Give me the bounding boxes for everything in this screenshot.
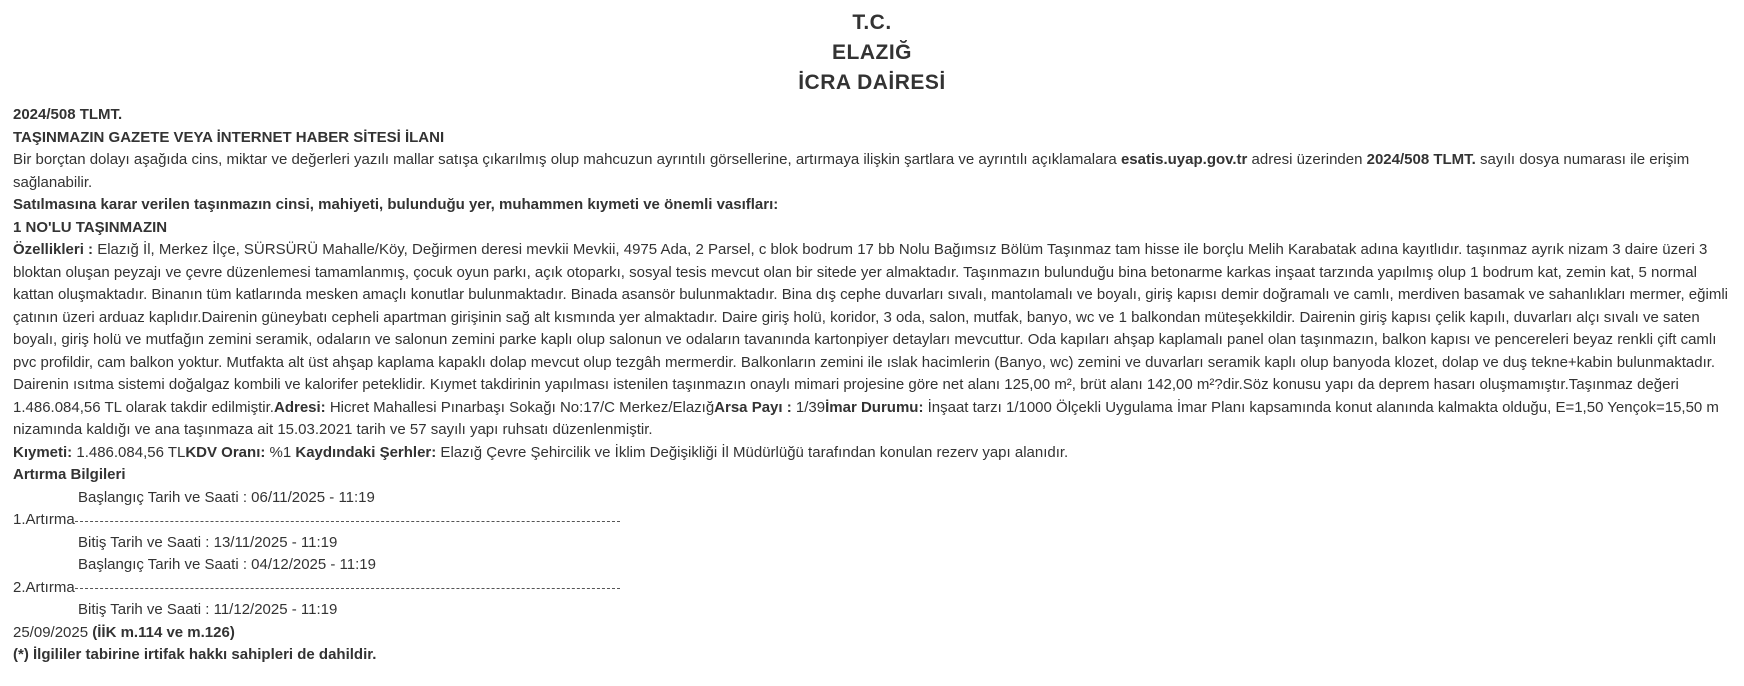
auction-1-row — [13, 509, 1733, 532]
header-country: T.C. — [852, 11, 892, 34]
property-title: 1 NO'LU TAŞINMAZIN — [13, 218, 168, 236]
auction-2-label: 2.Artırma — [13, 578, 75, 596]
notice-date: 25/09/2025 — [13, 623, 93, 641]
header-office: İCRA DAİRESİ — [798, 71, 946, 94]
share-text: 1/39 — [791, 398, 826, 416]
intro-paragraph — [13, 149, 1733, 194]
share-label: Arsa Payı : — [714, 398, 792, 416]
intro-text-3: sayılı dosya numarası ile erişim sağlanabilir. — [13, 151, 1690, 191]
notice-title: TAŞINMAZIN GAZETE VEYA İNTERNET HABER SİTESİ İLANI — [13, 128, 445, 146]
zoning-label: İmar Durumu: — [825, 398, 924, 416]
value-line — [13, 442, 1733, 465]
auction-1-separator — [75, 521, 620, 522]
auction-1-start: Başlangıç Tarih ve Saati : 06/11/2025 - 11:19 — [78, 488, 375, 506]
auction-heading: Artırma Bilgileri — [13, 466, 126, 483]
intro-file-number: 2024/508 TLMT. — [1366, 151, 1476, 168]
file-number: 2024/508 TLMT. — [13, 106, 123, 123]
auction-2-separator — [75, 588, 620, 589]
value-label: Kıymeti: — [13, 443, 73, 461]
kdv-text: %1 — [265, 443, 296, 461]
intro-text-1: Bir borçtan dolayı aşağıda cins, miktar ve değerleri yazılı mallar satışa çıkarılmış olup mahcuzun ayrıntılı görsellerine, artırmaya ilişkin şartlara ve ayrıntılı açıklamalara — [13, 151, 1121, 168]
court-header — [0, 0, 1744, 98]
address-label: Adresi: — [273, 398, 326, 416]
notice-body — [13, 104, 1733, 667]
law-reference: (İİK m.114 ve m.126) — [92, 623, 235, 641]
property-details — [13, 239, 1733, 442]
auction-2-end: Bitiş Tarih ve Saati : 11/12/2025 - 11:19 — [78, 601, 338, 618]
auction-1-label: 1.Artırma — [13, 511, 75, 528]
features-text: Elazığ İl, Merkez İlçe, SÜRSÜRÜ Mahalle/Köy, Değirmen deresi mevkii Mevkii, 4975 Ada, 2 Parsel, c blok bodrum 17 bb Nolu Bağımsız Bölüm Taşınmaz tam hisse ile borçlu Melih Karabatak adına kayıtlıdır. taşınmaz ayrık nizam 3 daire üzeri 3 bloktan oluşan peyzajı ve çevre düzenlemesi tamamlanmış, çocuk oyun parkı, açık otoparkı, sosyal tesis mevcut olan bir sitede yer almaktadır. Taşınmazın bulunduğu bina betonarme karkas inşaat tarzında yapılmış olup 1 bodrum kat, zemin kat, 5 normal kattan oluşmaktadır. Binanın tüm katlarında mesken amaçlı konutlar bulunmaktadır. Binada asansör bulunmaktadır. Bina dış cephe duvarları sıvalı, mantolamalı ve boyalı, giriş kapısı demir doğramalı ve camlı, merdiven basamak ve sahanlıkları mermer, eğimli çatının üzeri arduaz kaplıdır.Dairenin güneybatı cepheli apartman girişinin sağ alt kısmında yer almaktadır. Daire giriş holü, koridor, 3 oda, salon, mutfak, banyo, wc ve 1 balkondan müteşekkildir. Dairenin giriş kapısı çelik kapılı, duvarları alçı sıvalı ve saten boyalı, giriş holü ve mutfağın zemini seramik, odaların ve salonun zemini parke kaplı olup salonun ve odaların tavanında kartonpiyer detayları mevcuttur. Oda kapıları ahşap kaplamalı panel olan taşınmazın, balkon kapısı ve pencereleri beyaz renkli çift camlı pvc profildir, cam balkon yoktur. Mutfakta alt üst ahşap kaplama kapaklı dolap mevcut olup tezgâh mermerdir. Balkonların zemini ile ıslak hacimlerin (Banyo, wc) zemini ve duvarları seramik kaplı olup banyoda klozet, dolap ve duş tekne+kabin bulunmaktadır. Dairenin ısıtma sistemi doğalgaz kombili ve kalorifer peteklidir. Kıymet takdirinin yapılması istenilen taşınmazın onaylı mimari projesine göre net alanı 125,00 m², brüt alanı 142,00 m²?dir.Söz konusu yapı da deprem hasarı oluşmamıştır.Taşınmaz değeri 1.486.084,56 TL olarak takdir edilmiştir. — [13, 241, 1728, 416]
address-text: Hicret Mahallesi Pınarbaşı Sokağı No:17/C Merkez/Elazığ — [325, 398, 715, 416]
footnote: (*) İlgililer tabirine irtifak hakkı sahipleri de dahildir. — [13, 646, 377, 663]
intro-text-2: adresi üzerinden — [1247, 151, 1367, 168]
annotation-text: Elazığ Çevre Şehircilik ve İklim Değişikliği İl Müdürlüğü tarafından konulan rezerv yapı alanıdır. — [436, 443, 1069, 461]
auction-1-end: Bitiş Tarih ve Saati : 13/11/2025 - 11:19 — [78, 533, 338, 551]
kdv-label: KDV Oranı: — [185, 443, 266, 461]
value-text: 1.486.084,56 TL — [72, 443, 186, 461]
header-city: ELAZIĞ — [832, 41, 912, 64]
date-line — [13, 622, 1733, 645]
zoning-text: İnşaat tarzı 1/1000 Ölçekli Uygulama İmar Planı kapsamında konut alanında kalmakta olduğu, E=1,50 Yençok=15,50 m nizamında kaldığı ve ana taşınmaza ait 15.03.2021 tarih ve 57 sayılı yapı ruhsatı düzenlenmiştir. — [13, 398, 1719, 438]
annotation-label: Kaydındaki Şerhler: — [295, 443, 437, 461]
features-label: Özellikleri : — [13, 241, 98, 258]
section-heading: Satılmasına karar verilen taşınmazın cinsi, mahiyeti, bulunduğu yer, muhammen kıymeti ve önemli vasıfları: — [13, 196, 779, 213]
auction-2-start: Başlangıç Tarih ve Saati : 04/12/2025 - 11:19 — [78, 556, 376, 573]
esatis-site: esatis.uyap.gov.tr — [1120, 151, 1248, 168]
auction-2-row — [13, 577, 1733, 600]
